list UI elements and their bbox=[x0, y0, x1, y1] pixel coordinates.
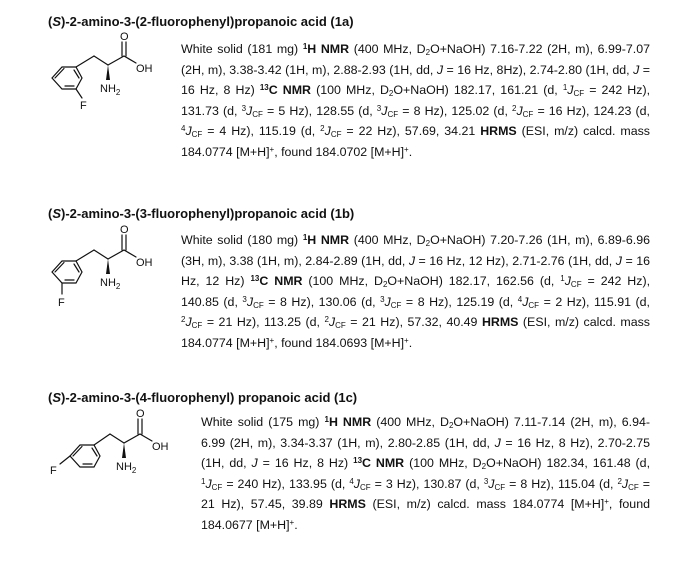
carboxyl-bond bbox=[108, 250, 124, 259]
structure-drawing-1c bbox=[46, 406, 178, 492]
atom-F: F bbox=[80, 100, 87, 112]
structure-drawing-1b bbox=[40, 222, 172, 308]
structure-drawing-1a bbox=[40, 32, 172, 118]
atom-F: F bbox=[50, 465, 57, 477]
structure-1a bbox=[40, 32, 172, 118]
hydroxyl-bond bbox=[140, 434, 152, 441]
structure-1c bbox=[46, 406, 178, 492]
hydroxyl-bond bbox=[124, 250, 136, 257]
atom-OH: OH bbox=[152, 441, 169, 453]
hydroxyl-bond bbox=[124, 56, 136, 63]
compound-title-1a: (S)-2-amino-3-(2-fluorophenyl)propanoic acid (1a) bbox=[48, 14, 354, 29]
atom-O: O bbox=[120, 224, 129, 236]
atom-NH2: $NH_2$ bbox=[100, 83, 121, 97]
compound-entry-1a bbox=[0, 14, 693, 184]
fluorine-bond bbox=[60, 456, 70, 464]
compound-data-1b: White solid (180 mg) $^1$H NMR (400 MHz, $D_2O+NaOH$) 7.20-7.26 (1H, m), 6.89-6.96 (3H, m), 3.38 (1H, m), 2.84-2.89 (1H, dd, J = 16 Hz, 12 Hz), 2.71-2.76 (1H, dd, J = 16 Hz, 12 Hz) $^{13}$C NMR (100 MHz, $D_2O+NaOH$) 182.17, 162.56 (d, $^1J_{CF} = 242$ Hz), 140.85 (d, $^3J_{CF} = 8$ Hz), 130.06 (d, $^3J_{CF} = 8$ Hz), 125.19 (d, $^4J_{CF} = 2$ Hz), 115.91 (d, $^2J_{CF} = 21$ Hz), 113.25 (d, $^2J_{CF} = 21$ Hz), 57.32, 40.49 HRMS (ESI, m/z) calcd. mass 184.0774 [M+H]+, found 184.0693 [M+H]+. bbox=[181, 233, 651, 350]
structure-1b bbox=[40, 222, 172, 308]
alpha-bond bbox=[94, 56, 108, 65]
compound-entry-1b bbox=[0, 206, 693, 376]
alpha-bond bbox=[110, 434, 124, 443]
atom-OH: OH bbox=[136, 63, 153, 75]
stereo-wedge bbox=[106, 259, 110, 274]
compound-data-1a: White solid (181 mg) $^1$H NMR (400 MHz, $D_2O+NaOH$) 7.16-7.22 (2H, m), 6.99-7.07 (2H, m), 3.38-3.42 (1H, m), 2.88-2.93 (1H, dd, J = 16 Hz, 8Hz), 2.74-2.80 (1H, dd, J = 16 Hz, 8 Hz) $^{13}$C NMR (100 MHz, $D_2O+NaOH$) 182.17, 161.21 (d, $^1J_{CF} = 242$ Hz), 131.73 (d, $^3J_{CF} = 5$ Hz), 128.55 (d, $^3J_{CF} = 8$ Hz), 125.02 (d, $^2J_{CF} = 16$ Hz), 124.23 (d, $^4J_{CF} = 4$ Hz), 115.19 (d, $^2J_{CF} = 22$ Hz), 57.69, 34.21 HRMS (ESI, m/z) calcd. mass 184.0774 [M+H]+, found 184.0702 [M+H]+. bbox=[181, 42, 651, 159]
ch2-bond bbox=[76, 56, 94, 67]
ch2-bond bbox=[94, 434, 110, 445]
compound-title-1c: (S)-2-amino-3-(4-fluorophenyl) propanoic acid (1c) bbox=[48, 390, 358, 405]
compound-entry-1c bbox=[0, 390, 693, 560]
atom-O: O bbox=[120, 32, 129, 43]
compound-data-1c: White solid (175 mg) $^1$H NMR (400 MHz, $D_2O+NaOH$) 7.11-7.14 (2H, m), 6.94-6.99 (2H, m), 3.34-3.37 (1H, m), 2.80-2.85 (1H, dd, J = 16 Hz, 8 Hz), 2.70-2.75 (1H, dd, J = 16 Hz, 8 Hz) $^{13}$C NMR (100 MHz, $D_2O+NaOH$) 182.34, 161.48 (d, $^1J_{CF} = 240$ Hz), 133.95 (d, $^4J_{CF} = 3$ Hz), 130.87 (d, $^3J_{CF} = 8$ Hz), 115.04 (d, $^2J_{CF} = 21$ Hz), 57.45, 39.89 HRMS (ESI, m/z) calcd. mass 184.0774 [M+H]+, found 184.0677 [M+H]+. bbox=[201, 415, 651, 532]
compound-title-1b: (S)-2-amino-3-(3-fluorophenyl)propanoic acid (1b) bbox=[48, 206, 355, 221]
fluorine-bond bbox=[76, 89, 82, 98]
alpha-bond bbox=[94, 250, 108, 259]
ch2-bond bbox=[76, 250, 94, 261]
stereo-wedge bbox=[106, 65, 110, 80]
atom-NH2: $NH_2$ bbox=[116, 461, 137, 475]
atom-NH2: $NH_2$ bbox=[100, 277, 121, 291]
atom-F: F bbox=[58, 297, 65, 308]
atom-O: O bbox=[136, 408, 145, 420]
carboxyl-bond bbox=[124, 434, 140, 443]
stereo-wedge bbox=[122, 443, 126, 458]
carboxyl-bond bbox=[108, 56, 124, 65]
atom-OH: OH bbox=[136, 257, 153, 269]
